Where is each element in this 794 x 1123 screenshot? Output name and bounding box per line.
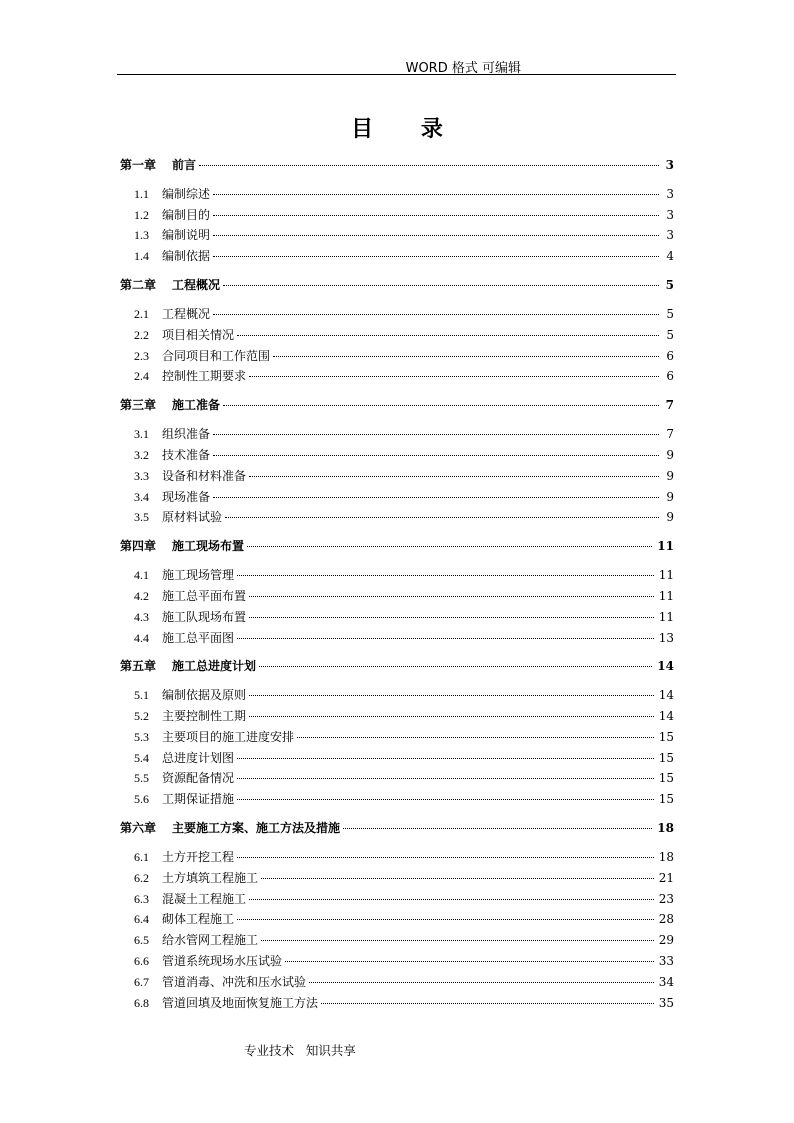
section-number: 5.5 [134,771,149,786]
toc-section-entry[interactable] [120,487,674,508]
chapter-number: 第二章 [120,278,157,293]
dot-leader [249,899,654,900]
section-title: 控制性工期要求 [162,369,247,384]
section-page-number: 14 [658,709,674,724]
section-number: 6.4 [134,912,149,927]
dot-leader [213,235,659,236]
chapter-block [120,395,674,528]
section-page-number: 33 [658,954,674,969]
toc-section-entry[interactable] [120,993,674,1014]
toc-section-entry[interactable] [120,685,674,706]
toc-section-entry[interactable] [120,727,674,748]
chapter-number: 第六章 [120,821,157,836]
toc-section-entry[interactable] [120,972,674,993]
toc-section-entry[interactable] [120,868,674,889]
toc-chapter-entry[interactable] [120,818,674,839]
section-number: 6.6 [134,954,149,969]
toc-chapter-entry[interactable] [120,275,674,296]
toc-section-entry[interactable] [120,304,674,325]
section-number: 5.1 [134,688,149,703]
dot-leader [273,356,659,357]
toc-section-entry[interactable] [120,889,674,910]
section-number: 3.3 [134,468,149,483]
section-title: 资源配备情况 [162,771,235,786]
section-number: 6.1 [134,850,149,865]
section-number: 6.7 [134,974,149,989]
section-title: 总进度计划图 [162,750,235,765]
chapter-title: 施工准备 [172,398,221,413]
toc-section-entry[interactable] [120,445,674,466]
chapter-page-number: 11 [657,539,674,554]
toc-section-entry[interactable] [120,789,674,810]
dot-leader [249,476,659,477]
toc-section-entry[interactable] [120,325,674,346]
toc-chapter-entry[interactable] [120,656,674,677]
chapter-block [120,656,674,810]
toc-section-entry[interactable] [120,424,674,445]
chapter-page-number: 3 [665,158,674,172]
dot-leader [249,695,654,696]
toc-section-entry[interactable] [120,184,674,205]
dot-leader [237,335,659,336]
dot-leader [213,194,659,195]
section-title: 技术准备 [162,447,211,462]
section-page-number: 9 [666,510,674,525]
section-number: 3.4 [134,489,149,504]
toc-chapter-entry[interactable] [120,395,674,416]
chapter-title: 施工现场布置 [172,539,245,554]
section-page-number: 9 [666,468,674,483]
dot-leader [297,737,654,738]
chapter-page-number: 5 [665,278,674,293]
toc-section-entry[interactable] [120,909,674,930]
section-number: 6.3 [134,891,149,906]
section-page-number: 5 [666,327,674,342]
section-title: 施工总平面图 [162,630,235,645]
section-number: 1.4 [134,249,149,264]
section-page-number: 29 [658,933,674,948]
header-text: WORD 格式 可编辑 [405,61,521,76]
toc-section-entry[interactable] [120,628,674,649]
section-number: 4.1 [134,568,149,583]
dot-leader [237,575,654,576]
section-title: 土方填筑工程施工 [162,870,259,885]
section-number: 6.8 [134,995,149,1010]
section-page-number: 14 [658,688,674,703]
section-number: 1.3 [134,228,149,243]
dot-leader [309,982,654,983]
section-title: 编制说明 [162,228,211,243]
section-title: 给水管网工程施工 [162,933,259,948]
section-title: 施工队现场布置 [162,609,247,624]
toc-section-entry[interactable] [120,748,674,769]
section-page-number: 3 [666,228,674,243]
toc-section-entry[interactable] [120,366,674,387]
section-number: 2.1 [134,306,149,321]
section-title: 编制依据及原则 [162,688,247,703]
section-number: 3.1 [134,427,149,442]
section-page-number: 5 [666,306,674,321]
toc-title: 目 录 [351,116,463,142]
toc-section-entry[interactable] [120,768,674,789]
dot-leader [249,596,654,597]
table-of-contents [120,155,674,1022]
section-title: 工期保证措施 [162,792,235,807]
dot-leader [261,878,654,879]
section-number: 5.3 [134,729,149,744]
toc-section-entry[interactable] [120,951,674,972]
chapter-block [120,275,674,387]
section-page-number: 4 [666,249,674,264]
chapter-number: 第四章 [120,539,157,554]
section-title: 砌体工程施工 [162,912,235,927]
dot-leader [259,666,652,667]
section-title: 管道消毒、冲洗和压水试验 [162,974,307,989]
section-title: 管道系统现场水压试验 [162,954,283,969]
section-page-number: 11 [658,568,674,583]
chapter-block [120,818,674,1013]
dot-leader [237,758,654,759]
dot-leader [249,617,654,618]
section-number: 6.5 [134,933,149,948]
dot-leader [285,961,654,962]
section-page-number: 15 [658,750,674,765]
toc-section-entry[interactable] [120,225,674,246]
section-page-number: 9 [666,489,674,504]
section-page-number: 3 [666,186,674,201]
section-number: 5.2 [134,709,149,724]
section-page-number: 18 [658,850,674,865]
dot-leader [213,434,659,435]
section-number: 2.2 [134,327,149,342]
dot-leader [223,285,659,286]
dot-leader [237,919,654,920]
section-page-number: 6 [666,369,674,384]
chapter-page-number: 18 [657,821,674,836]
page-footer: 专业技术 知识共享 [244,1043,356,1058]
section-page-number: 15 [658,792,674,807]
dot-leader [213,314,659,315]
dot-leader [213,497,659,498]
section-title: 设备和材料准备 [162,468,247,483]
dot-leader [213,256,659,257]
toc-section-entry[interactable] [120,930,674,951]
toc-section-entry[interactable] [120,246,674,267]
page-header [117,57,676,75]
dot-leader [249,376,659,377]
dot-leader [237,778,654,779]
chapter-block [120,155,674,267]
section-page-number: 21 [658,870,674,885]
section-page-number: 7 [666,427,674,442]
section-number: 1.2 [134,207,149,222]
section-title: 工程概况 [162,306,211,321]
chapter-title: 前言 [172,158,197,172]
section-title: 主要项目的施工进度安排 [162,729,295,744]
section-title: 编制依据 [162,249,211,264]
section-title: 混凝土工程施工 [162,891,247,906]
section-title: 编制综述 [162,186,211,201]
dot-leader [249,716,654,717]
dot-leader [237,857,654,858]
toc-chapter-entry[interactable] [120,155,674,176]
dot-leader [225,517,659,518]
dot-leader [237,638,654,639]
section-page-number: 28 [658,912,674,927]
section-page-number: 3 [666,207,674,222]
dot-leader [261,940,654,941]
section-title: 土方开挖工程 [162,850,235,865]
dot-leader [213,215,659,216]
chapter-number: 第一章 [120,158,157,172]
chapter-number: 第三章 [120,398,157,413]
toc-section-entry[interactable] [120,607,674,628]
toc-section-entry[interactable] [120,586,674,607]
section-page-number: 13 [658,630,674,645]
dot-leader [321,1003,654,1004]
section-page-number: 6 [666,348,674,363]
dot-leader [213,455,659,456]
chapter-block [120,536,674,648]
chapter-page-number: 14 [657,659,674,674]
section-number: 5.4 [134,750,149,765]
toc-section-entry[interactable] [120,565,674,586]
dot-leader [237,799,654,800]
chapter-number: 第五章 [120,659,157,674]
toc-section-entry[interactable] [120,205,674,226]
section-number: 3.5 [134,510,149,525]
section-number: 3.2 [134,447,149,462]
chapter-title: 主要施工方案、施工方法及措施 [172,821,341,836]
section-title: 原材料试验 [162,510,223,525]
section-page-number: 11 [658,609,674,624]
section-title: 主要控制性工期 [162,709,247,724]
section-number: 5.6 [134,792,149,807]
section-number: 1.1 [134,186,149,201]
section-title: 编制目的 [162,207,211,222]
dot-leader [343,828,652,829]
section-number: 4.4 [134,630,149,645]
section-number: 2.3 [134,348,149,363]
section-number: 2.4 [134,369,149,384]
section-title: 项目相关情况 [162,327,235,342]
section-page-number: 11 [658,588,674,603]
toc-section-entry[interactable] [120,507,674,528]
section-page-number: 35 [658,995,674,1010]
section-number: 4.3 [134,609,149,624]
section-title: 管道回填及地面恢复施工方法 [162,995,319,1010]
section-title: 施工总平面布置 [162,588,247,603]
section-title: 组织准备 [162,427,211,442]
toc-section-entry[interactable] [120,847,674,868]
section-title: 施工现场管理 [162,568,235,583]
section-number: 6.2 [134,870,149,885]
toc-section-entry[interactable] [120,466,674,487]
dot-leader [247,546,652,547]
section-page-number: 15 [658,771,674,786]
toc-section-entry[interactable] [120,346,674,367]
chapter-page-number: 7 [665,398,674,413]
section-title: 现场准备 [162,489,211,504]
chapter-title: 工程概况 [172,278,221,293]
section-title: 合同项目和工作范围 [162,348,271,363]
dot-leader [223,405,659,406]
dot-leader [199,165,659,166]
toc-section-entry[interactable] [120,706,674,727]
chapter-title: 施工总进度计划 [172,659,257,674]
section-page-number: 34 [658,974,674,989]
toc-chapter-entry[interactable] [120,536,674,557]
section-page-number: 15 [658,729,674,744]
section-page-number: 23 [658,891,674,906]
section-number: 4.2 [134,588,149,603]
section-page-number: 9 [666,447,674,462]
